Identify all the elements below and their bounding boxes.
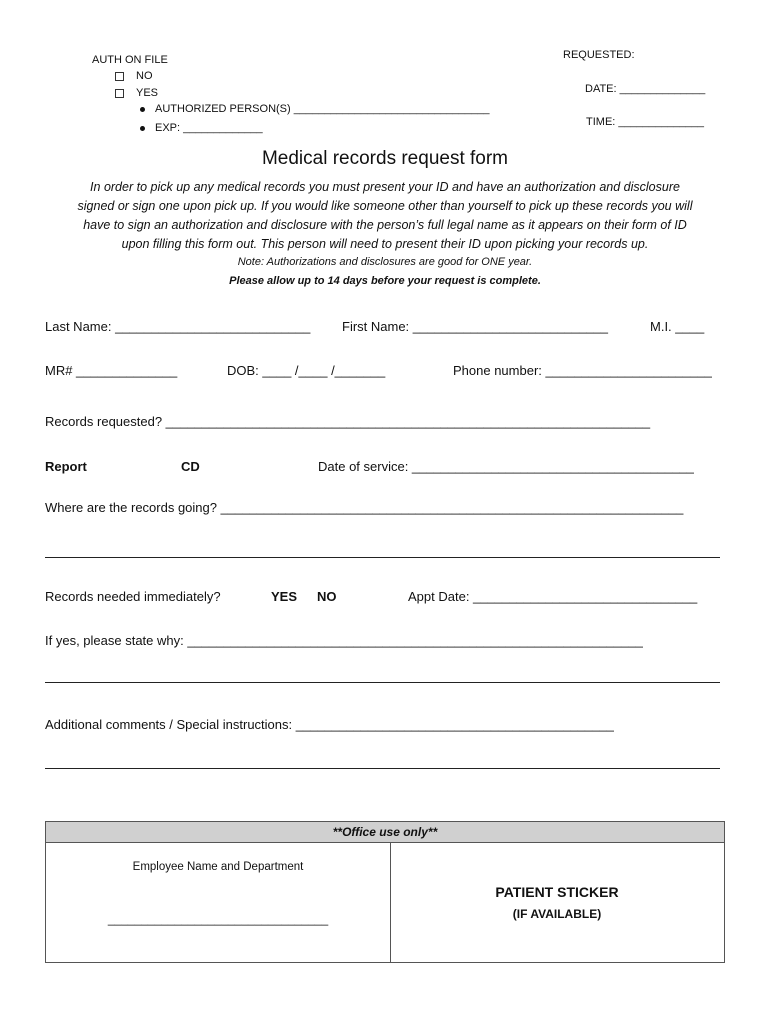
patient-sticker-label: PATIENT STICKER [495,884,619,900]
bullet-icon [140,126,145,131]
auth-no-option[interactable] [115,70,153,82]
time-field[interactable]: TIME: ______________ [586,116,705,128]
page-title: Medical records request form [261,148,509,169]
authorized-person-label: AUTHORIZED PERSON(S) ________________________________ [155,103,490,115]
report-option[interactable]: Report [45,459,87,474]
authorization-note: Note: Authorizations and disclosures are good for ONE year. [237,256,533,268]
needed-no-option[interactable]: NO [317,589,337,604]
if-yes-reason-field[interactable]: If yes, please state why: _______________________________________________________________ [45,633,643,648]
auth-on-file-label: AUTH ON FILE [92,54,168,66]
office-use-header: **Office use only** [46,822,724,843]
auth-yes-option[interactable] [115,87,158,99]
intro-line-4: upon filling this form out. This person will need to present their ID upon picking your records up. [121,237,649,251]
auth-yes-label: YES [136,87,159,99]
bullet-icon [140,107,145,112]
if-yes-continuation-line[interactable] [45,682,720,683]
if-available-label: (IF AVAILABLE) [512,907,602,921]
checkbox-icon[interactable] [115,72,124,81]
records-requested-field[interactable]: Records requested? ___________________________________________________________________ [45,414,651,429]
exp-label: EXP: _____________ [155,122,263,134]
date-field[interactable]: DATE: ______________ [585,83,706,95]
additional-comments-continuation-line[interactable] [45,768,720,769]
cd-option[interactable]: CD [181,459,200,474]
auth-no-label: NO [136,70,153,82]
employee-name-label: Employee Name and Department [132,861,304,873]
date-of-service-field[interactable]: Date of service: _______________________________________ [318,459,694,474]
where-going-field[interactable]: Where are the records going? ________________________________________________________________ [45,500,684,515]
exp-field[interactable] [140,122,263,134]
first-name-field[interactable]: First Name: ___________________________ [342,319,608,334]
intro-line-3: have to sign an authorization and disclosure with the person’s full legal name as it appears on their form of ID [83,218,687,232]
employee-section [46,842,391,962]
dob-field[interactable]: DOB: ____ /____ /_______ [227,363,386,378]
phone-number-field[interactable]: Phone number: _______________________ [453,363,712,378]
mr-number-field[interactable]: MR# ______________ [45,363,178,378]
intro-line-2: signed or sign one upon pick up. If you would like someone other than yourself to pick up these records you will [77,199,693,213]
where-going-continuation-line[interactable] [45,557,720,558]
appt-date-field[interactable]: Appt Date: _______________________________ [408,589,698,604]
authorized-person-field[interactable] [140,103,490,115]
requested-label: REQUESTED: [563,49,635,61]
additional-comments-field[interactable]: Additional comments / Special instructions: ____________________________________________ [45,717,614,732]
allow-days-note: Please allow up to 14 days before your request is complete. [229,275,541,287]
middle-initial-field[interactable]: M.I. ____ [650,319,705,334]
needed-yes-option[interactable]: YES [271,589,298,604]
checkbox-icon[interactable] [115,89,124,98]
employee-name-line[interactable]: _________________________________ [107,912,329,926]
patient-sticker-section [390,842,724,962]
needed-immediately-label: Records needed immediately? [45,589,221,604]
last-name-field[interactable]: Last Name: ___________________________ [45,319,311,334]
intro-line-1: In order to pick up any medical records you must present your ID and have an authorization and disclosure [90,180,680,194]
office-use-box [45,821,725,963]
